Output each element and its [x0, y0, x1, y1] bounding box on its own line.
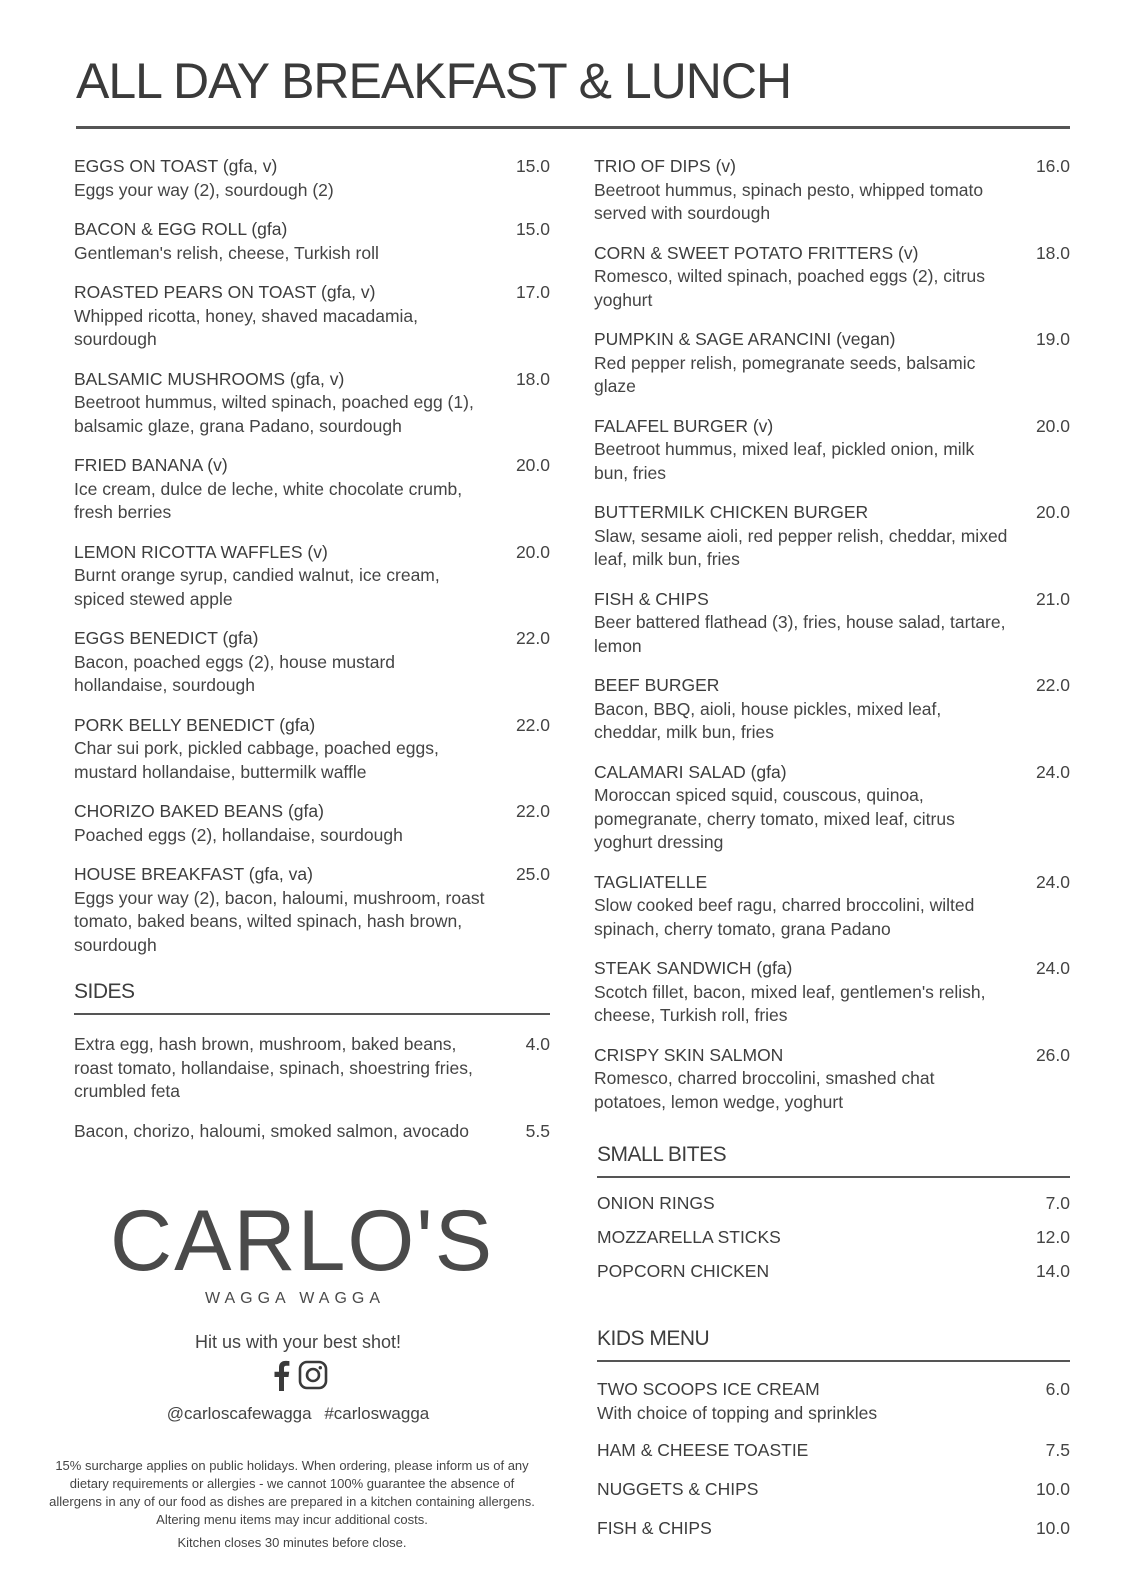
item-price: 4.0 — [525, 1034, 550, 1054]
item-description: Eggs your way (2), bacon, haloumi, mushroom, roast tomato, baked beans, wilted spinach, hash brown, sourdough — [74, 887, 485, 955]
item-name: FISH & CHIPS — [597, 1518, 712, 1538]
small-bite-item — [597, 1226, 1070, 1260]
item-name: EGGS BENEDICT (gfa) — [74, 628, 259, 648]
item-name: HAM & CHEESE TOASTIE — [597, 1440, 809, 1460]
item-description: Bacon, poached eggs (2), house mustard hollandaise, sourdough — [74, 651, 396, 695]
item-name: TAGLIATELLE — [594, 871, 708, 892]
brand-logo — [110, 1193, 495, 1308]
menu-item — [74, 155, 550, 202]
item-price: 10.0 — [1035, 1479, 1070, 1499]
item-price: 10.0 — [1035, 1518, 1070, 1538]
small-bites-section — [597, 1143, 1070, 1294]
item-description: Beetroot hummus, spinach pesto, whipped tomato served with sourdough — [594, 179, 984, 223]
item-price: 19.0 — [1035, 329, 1070, 349]
item-price: 12.0 — [1035, 1227, 1070, 1247]
item-name: MOZZARELLA STICKS — [597, 1227, 781, 1247]
item-price: 20.0 — [1035, 415, 1070, 436]
item-price: 24.0 — [1035, 958, 1070, 978]
item-price: 22.0 — [1035, 675, 1070, 695]
disclaimer: 15% surcharge applies on public holidays. When ordering, please inform us of any dietary requirements or allergies - we cannot 100% guarantee the absence of allergens in any of our food as dishes are prepared in a kitchen containing allergens. Altering menu items may incur additional costs. — [49, 1458, 535, 1527]
social-handles — [74, 1404, 522, 1424]
item-name: ONION RINGS — [597, 1193, 715, 1213]
item-description: Burnt orange syrup, candied walnut, ice cream, spiced stewed apple — [74, 565, 440, 609]
item-price: 15.0 — [515, 219, 550, 239]
title-divider — [76, 126, 1070, 129]
item-price: 15.0 — [515, 156, 550, 176]
item-price: 20.0 — [515, 455, 550, 475]
breakfast-column — [74, 155, 550, 973]
small-bite-item — [597, 1192, 1070, 1226]
closing-note: Kitchen closes 30 minutes before close. — [177, 1535, 407, 1550]
item-name: LEMON RICOTTA WAFFLES (v) — [74, 541, 328, 562]
item-price: 17.0 — [515, 282, 550, 302]
item-price: 14.0 — [1035, 1261, 1070, 1281]
menu-item — [74, 368, 550, 439]
item-price: 7.0 — [1045, 1193, 1070, 1213]
item-description: Char sui pork, pickled cabbage, poached eggs, mustard hollandaise, buttermilk waffle — [74, 738, 439, 782]
section-divider — [74, 1013, 550, 1015]
instagram-handle[interactable]: @carloscafewagga — [166, 1404, 312, 1423]
sides-heading: SIDES — [74, 980, 135, 1003]
item-price: 20.0 — [515, 541, 550, 562]
menu-item — [74, 863, 550, 957]
menu-item — [74, 218, 550, 265]
small-bite-item — [597, 1260, 1070, 1294]
item-description: Gentleman's relish, cheese, Turkish roll — [74, 242, 379, 263]
item-name: TRIO OF DIPS (v) — [594, 156, 736, 176]
item-name: BUTTERMILK CHICKEN BURGER — [594, 502, 869, 522]
item-name: EGGS ON TOAST (gfa, v) — [74, 156, 278, 176]
item-price: 24.0 — [1035, 871, 1070, 892]
menu-item — [594, 761, 1070, 855]
kids-item — [597, 1378, 1070, 1425]
tagline: Hit us with your best shot! — [194, 1332, 402, 1352]
item-price: 5.5 — [525, 1120, 550, 1141]
kids-menu-section — [597, 1327, 1070, 1556]
item-name: PUMPKIN & SAGE ARANCINI (vegan) — [594, 329, 896, 349]
item-name: ROASTED PEARS ON TOAST (gfa, v) — [74, 282, 376, 302]
menu-item — [594, 242, 1070, 313]
item-description: Red pepper relish, pomegranate seeds, balsamic glaze — [594, 352, 976, 396]
menu-item — [74, 541, 550, 612]
menu-item — [594, 1044, 1070, 1115]
item-price: 21.0 — [1035, 588, 1070, 609]
item-price: 24.0 — [1035, 761, 1070, 782]
item-description: Scotch fillet, bacon, mixed leaf, gentlemen's relish, cheese, Turkish roll, fries — [594, 981, 986, 1025]
item-name: POPCORN CHICKEN — [597, 1261, 770, 1281]
item-name: BALSAMIC MUSHROOMS (gfa, v) — [74, 368, 345, 389]
instagram-icon[interactable] — [298, 1360, 328, 1394]
item-name: HOUSE BREAKFAST (gfa, va) — [74, 864, 313, 884]
item-name: FISH & CHIPS — [594, 588, 709, 609]
item-price: 6.0 — [1045, 1379, 1070, 1399]
menu-item — [74, 800, 550, 847]
item-price: 20.0 — [1035, 502, 1070, 522]
section-divider — [597, 1176, 1070, 1178]
menu-item — [594, 155, 1070, 226]
item-description: Whipped ricotta, honey, shaved macadamia, sourdough — [74, 305, 419, 349]
brand-location: WAGGA WAGGA — [204, 1290, 386, 1307]
item-name: FRIED BANANA (v) — [74, 455, 228, 475]
item-name: BACON & EGG ROLL (gfa) — [74, 219, 288, 239]
item-price: 18.0 — [515, 368, 550, 389]
kids-item — [597, 1478, 1070, 1517]
item-description: Ice cream, dulce de leche, white chocolate crumb, fresh berries — [74, 478, 463, 522]
side-item — [74, 1120, 550, 1144]
item-description: Eggs your way (2), sourdough (2) — [74, 179, 334, 200]
item-description: Romesco, wilted spinach, poached eggs (2), citrus yoghurt — [594, 266, 986, 310]
item-price: 25.0 — [515, 864, 550, 884]
section-divider — [597, 1360, 1070, 1362]
social-icons — [265, 1360, 335, 1394]
item-description: With choice of topping and sprinkles — [597, 1402, 878, 1423]
menu-item — [594, 871, 1070, 942]
kids-menu-heading: KIDS MENU — [597, 1327, 710, 1350]
item-name: CALAMARI SALAD (gfa) — [594, 761, 787, 782]
item-description: Bacon, BBQ, aioli, house pickles, mixed leaf, cheddar, milk bun, fries — [594, 698, 942, 742]
item-name: PORK BELLY BENEDICT (gfa) — [74, 714, 316, 735]
item-name: CORN & SWEET POTATO FRITTERS (v) — [594, 242, 919, 263]
item-price: 18.0 — [1035, 242, 1070, 263]
item-description: Beetroot hummus, mixed leaf, pickled onion, milk bun, fries — [594, 439, 975, 483]
brand-name: CARLO'S — [110, 1193, 495, 1289]
item-description: Poached eggs (2), hollandaise, sourdough — [74, 824, 403, 845]
kids-item — [597, 1517, 1070, 1556]
item-price: 22.0 — [515, 801, 550, 821]
menu-item — [594, 674, 1070, 745]
item-description: Beer battered flathead (3), fries, house salad, tartare, lemon — [594, 612, 1006, 656]
hashtag[interactable]: #carloswagga — [324, 1404, 430, 1423]
menu-item — [74, 627, 550, 698]
menu-item — [74, 281, 550, 352]
menu-item — [594, 328, 1070, 399]
menu-item — [594, 957, 1070, 1028]
menu-item — [74, 714, 550, 785]
item-name: BEEF BURGER — [594, 675, 720, 695]
item-name: TWO SCOOPS ICE CREAM — [597, 1379, 820, 1399]
item-price: 26.0 — [1035, 1044, 1070, 1065]
side-item — [74, 1033, 550, 1104]
item-description: Romesco, charred broccolini, smashed chat potatoes, lemon wedge, yoghurt — [594, 1068, 935, 1112]
item-name: CRISPY SKIN SALMON — [594, 1044, 784, 1065]
item-name: NUGGETS & CHIPS — [597, 1479, 759, 1499]
small-bites-heading: SMALL BITES — [597, 1143, 727, 1166]
page-title: ALL DAY BREAKFAST & LUNCH — [76, 53, 792, 109]
menu-item — [594, 588, 1070, 659]
item-description: Moroccan spiced squid, couscous, quinoa, pomegranate, cherry tomato, mixed leaf, citrus yoghurt dressing — [594, 785, 955, 852]
facebook-icon[interactable] — [272, 1359, 290, 1395]
item-name: STEAK SANDWICH (gfa) — [594, 958, 793, 978]
menu-item — [594, 415, 1070, 486]
item-description: Bacon, chorizo, haloumi, smoked salmon, avocado — [74, 1120, 469, 1141]
lunch-column — [594, 155, 1070, 1130]
menu-item — [594, 501, 1070, 572]
item-description: Slow cooked beef ragu, charred broccolini, wilted spinach, cherry tomato, grana Padano — [594, 895, 975, 939]
item-description: Extra egg, hash brown, mushroom, baked beans, roast tomato, hollandaise, spinach, shoestring fries, crumbled feta — [74, 1034, 473, 1101]
item-price: 22.0 — [515, 714, 550, 735]
item-price: 22.0 — [515, 628, 550, 648]
kids-item — [597, 1439, 1070, 1478]
menu-item — [74, 454, 550, 525]
item-description: Beetroot hummus, wilted spinach, poached egg (1), balsamic glaze, grana Padano, sourdough — [74, 392, 474, 436]
item-name: FALAFEL BURGER (v) — [594, 415, 774, 436]
item-description: Slaw, sesame aioli, red pepper relish, cheddar, mixed leaf, milk bun, fries — [594, 525, 1008, 569]
item-name: CHORIZO BAKED BEANS (gfa) — [74, 801, 324, 821]
sides-section — [74, 980, 550, 1159]
item-price: 16.0 — [1035, 156, 1070, 176]
item-price: 7.5 — [1045, 1440, 1070, 1460]
